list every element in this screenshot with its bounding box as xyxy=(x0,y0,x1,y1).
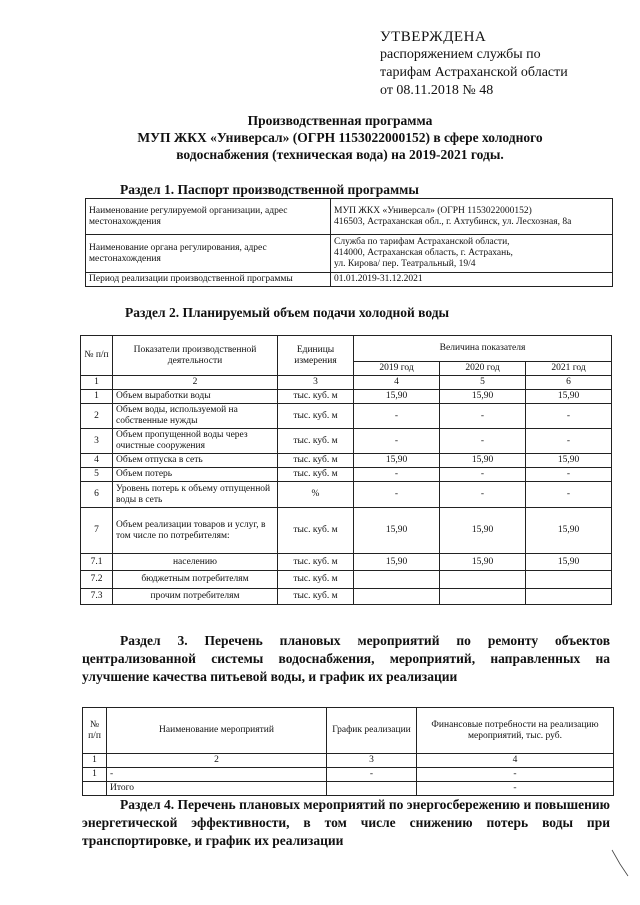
table-header-row xyxy=(83,708,614,754)
table-row xyxy=(86,235,613,273)
row-value-2020: - xyxy=(440,429,526,454)
row-value-2020: 15,90 xyxy=(440,508,526,554)
row-value-2020: - xyxy=(440,482,526,508)
total-finance: - xyxy=(417,782,614,796)
row-finance: - xyxy=(417,768,614,782)
table-row xyxy=(81,508,612,554)
table-row xyxy=(81,589,612,605)
row-num: 3 xyxy=(81,429,113,454)
approval-line-2: тарифам Астраханской области xyxy=(380,65,568,80)
passport-value-line: 414000, Астраханская область, г. Астрахань, xyxy=(334,248,513,258)
row-value-2021: - xyxy=(526,404,612,429)
passport-value xyxy=(331,199,613,235)
passport-label: Период реализации производственной программы xyxy=(86,273,331,287)
table-column-numbers-row xyxy=(83,754,614,768)
table-row xyxy=(81,454,612,468)
passport-value-line: ул. Кирова/ пер. Театральный, 19/4 xyxy=(334,259,476,269)
row-unit: тыс. куб. м xyxy=(278,390,354,404)
row-value-2019: 15,90 xyxy=(354,554,440,571)
row-name: Уровень потерь к объему отпущенной воды в сеть xyxy=(113,482,278,508)
table-row xyxy=(81,554,612,571)
row-num: 2 xyxy=(81,404,113,429)
header-name: Наименование мероприятий xyxy=(107,708,327,754)
row-name: прочим потребителям xyxy=(113,589,278,605)
passport-value-line: Служба по тарифам Астраханской области, xyxy=(334,237,510,247)
row-value-2020: 15,90 xyxy=(440,454,526,468)
row-value-2020: - xyxy=(440,404,526,429)
section1-passport-table xyxy=(85,198,613,287)
section3-activities-table xyxy=(82,707,614,796)
row-name: Объем воды, используемой на собственные нужды xyxy=(113,404,278,429)
header-num: № п/п xyxy=(81,336,113,376)
header-unit: Единицы измерения xyxy=(278,336,354,376)
row-name: Объем отпуска в сеть xyxy=(113,454,278,468)
header-schedule: График реализации xyxy=(327,708,417,754)
row-value-2021: - xyxy=(526,429,612,454)
section2-volume-table xyxy=(80,335,612,605)
row-value-2021 xyxy=(526,589,612,605)
row-value-2019: 15,90 xyxy=(354,454,440,468)
row-value-2020: - xyxy=(440,468,526,482)
table-total-row xyxy=(83,782,614,796)
section3-heading: Раздел 3. Перечень плановых мероприятий по ремонту объектов централизованной системы водоснабжения, мероприятий, направленных на улучшение качества питьевой воды, и график их реализации xyxy=(82,633,610,684)
column-number: 4 xyxy=(354,376,440,390)
row-value-2021: - xyxy=(526,468,612,482)
row-name: Объем реализации товаров и услуг, в том числе по потребителям: xyxy=(113,508,278,554)
row-value-2020: 15,90 xyxy=(440,554,526,571)
program-title-line-1: Производственная программа xyxy=(247,113,433,128)
passport-label: Наименование регулируемой организации, адрес местонахождения xyxy=(86,199,331,235)
row-schedule: - xyxy=(327,768,417,782)
total-label: Итого xyxy=(107,782,327,796)
row-num: 1 xyxy=(83,768,107,782)
column-number: 2 xyxy=(107,754,327,768)
row-name: Объем пропущенной воды через очистные сооружения xyxy=(113,429,278,454)
row-num: 7.3 xyxy=(81,589,113,605)
passport-label: Наименование органа регулирования, адрес местонахождения xyxy=(86,235,331,273)
row-unit: тыс. куб. м xyxy=(278,454,354,468)
passport-value-line: МУП ЖКХ «Универсал» (ОГРН 1153022000152) xyxy=(334,205,532,216)
row-num: 7.1 xyxy=(81,554,113,571)
table-row xyxy=(81,429,612,454)
passport-value: 01.01.2019-31.12.2021 xyxy=(331,273,613,287)
table-row xyxy=(81,571,612,589)
column-number: 1 xyxy=(81,376,113,390)
row-name: Объем выработки воды xyxy=(113,390,278,404)
row-num: 4 xyxy=(81,454,113,468)
row-value-2019: 15,90 xyxy=(354,390,440,404)
row-value-2021: 15,90 xyxy=(526,390,612,404)
header-finance: Финансовые потребности на реализацию мероприятий, тыс. руб. xyxy=(417,708,614,754)
total-empty-cell xyxy=(327,782,417,796)
row-unit: тыс. куб. м xyxy=(278,589,354,605)
table-row xyxy=(86,273,613,287)
section2-heading: Раздел 2. Планируемый объем подачи холодной воды xyxy=(125,305,450,320)
row-value-2019 xyxy=(354,571,440,589)
row-value-2021: 15,90 xyxy=(526,508,612,554)
passport-value-line: 416503, Астраханская обл., г. Ахтубинск, ул. Лесхозная, 8а xyxy=(334,216,572,227)
row-unit: тыс. куб. м xyxy=(278,508,354,554)
row-value-2019: - xyxy=(354,468,440,482)
row-name: Объем потерь xyxy=(113,468,278,482)
header-indicator: Показатели производственной деятельности xyxy=(113,336,278,376)
column-number: 3 xyxy=(327,754,417,768)
row-value-2021 xyxy=(526,571,612,589)
column-number: 1 xyxy=(83,754,107,768)
header-year-2020: 2020 год xyxy=(440,362,526,376)
row-num: 5 xyxy=(81,468,113,482)
row-name: - xyxy=(107,768,327,782)
row-value-2021: 15,90 xyxy=(526,554,612,571)
scan-mark xyxy=(610,848,630,878)
table-column-numbers-row xyxy=(81,376,612,390)
row-unit: тыс. куб. м xyxy=(278,554,354,571)
approval-line-3: от 08.11.2018 № 48 xyxy=(380,83,494,98)
row-value-2021: - xyxy=(526,482,612,508)
row-value-2021: 15,90 xyxy=(526,454,612,468)
header-value: Величина показателя xyxy=(354,336,612,362)
header-num: № п/п xyxy=(83,708,107,754)
row-unit: % xyxy=(278,482,354,508)
row-unit: тыс. куб. м xyxy=(278,468,354,482)
row-unit: тыс. куб. м xyxy=(278,571,354,589)
header-year-2019: 2019 год xyxy=(354,362,440,376)
row-value-2019 xyxy=(354,589,440,605)
program-title-line-3: водоснабжения (техническая вода) на 2019-2021 годы. xyxy=(176,147,504,162)
column-number: 3 xyxy=(278,376,354,390)
column-number: 5 xyxy=(440,376,526,390)
row-value-2020: 15,90 xyxy=(440,390,526,404)
table-header-row xyxy=(81,336,612,362)
approval-block xyxy=(380,28,568,100)
program-title xyxy=(60,112,620,163)
passport-value xyxy=(331,235,613,273)
table-row xyxy=(81,404,612,429)
row-num: 7.2 xyxy=(81,571,113,589)
row-num: 7 xyxy=(81,508,113,554)
table-row xyxy=(83,768,614,782)
row-unit: тыс. куб. м xyxy=(278,429,354,454)
header-year-2021: 2021 год xyxy=(526,362,612,376)
row-name: бюджетным потребителям xyxy=(113,571,278,589)
section4-heading: Раздел 4. Перечень плановых мероприятий по энергосбережению и повышению энергетической эффективности, в том числе снижению потерь воды при транспортировке, и график их реализации xyxy=(82,797,610,848)
row-unit: тыс. куб. м xyxy=(278,404,354,429)
row-value-2020 xyxy=(440,571,526,589)
approval-title: УТВЕРЖДЕНА xyxy=(380,29,487,45)
row-value-2019: 15,90 xyxy=(354,508,440,554)
table-row xyxy=(81,468,612,482)
column-number: 2 xyxy=(113,376,278,390)
row-value-2019: - xyxy=(354,404,440,429)
column-number: 4 xyxy=(417,754,614,768)
row-num: 1 xyxy=(81,390,113,404)
table-row xyxy=(86,199,613,235)
row-value-2019: - xyxy=(354,482,440,508)
row-value-2019: - xyxy=(354,429,440,454)
table-row xyxy=(81,482,612,508)
row-name: населению xyxy=(113,554,278,571)
row-value-2020 xyxy=(440,589,526,605)
total-empty-cell xyxy=(83,782,107,796)
table-row xyxy=(81,390,612,404)
row-num: 6 xyxy=(81,482,113,508)
program-title-line-2: МУП ЖКХ «Универсал» (ОГРН 1153022000152) в сфере холодного xyxy=(137,130,543,145)
approval-line-1: распоряжением службы по xyxy=(380,47,541,62)
section1-heading: Раздел 1. Паспорт производственной программы xyxy=(120,182,419,197)
column-number: 6 xyxy=(526,376,612,390)
